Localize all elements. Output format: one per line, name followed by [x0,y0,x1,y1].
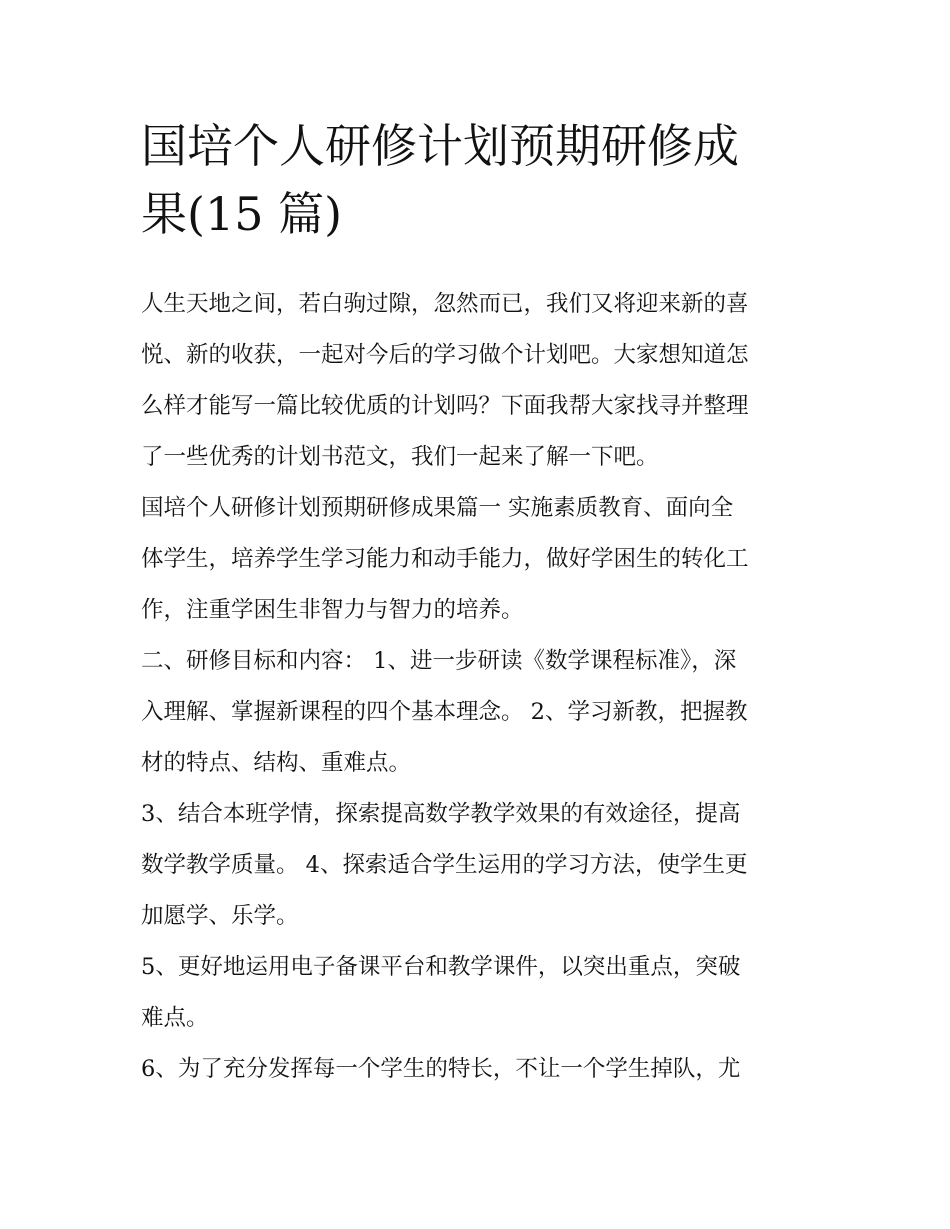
text-line: 体学生，培养学生学习能力和动手能力，做好学困生的转化工 [141,546,749,572]
paragraph-item-3 [141,789,821,942]
text-line: 作，注重学困生非智力与智力的培养。 [141,597,524,623]
text-line: 么样才能写一篇比较优质的计划吗？下面我帮大家找寻并整理 [141,393,749,419]
document-title [141,112,821,248]
title-line: 国培个人研修计划预期研修成 [141,119,739,173]
paragraph-item-5 [141,942,821,1044]
document-body [141,279,821,1095]
text-line: 材的特点、结构、重难点。 [141,750,412,776]
text-line: 二、研修目标和内容： 1、进一步研读《数学课程标准》，深 [141,648,737,674]
text-line: 难点。 [141,1005,209,1031]
text-line: 数学教学质量。 4、探索适合学生运用的学习方法，使学生更 [141,852,748,878]
text-line: 人生天地之间，若白驹过隙，忽然而已，我们又将迎来新的喜 [141,291,749,317]
text-line: 6、为了充分发挥每一个学生的特长，不让一个学生掉队，尤 [141,1056,741,1082]
text-line: 了一些优秀的计划书范文，我们一起来了解一下吧。 [141,444,659,470]
text-line: 入理解、掌握新课程的四个基本理念。 2、学习新教，把握教 [141,699,748,725]
text-line: 悦、新的收获，一起对今后的学习做个计划吧。大家想知道怎 [141,342,749,368]
text-line: 3、结合本班学情，探索提高数学教学效果的有效途径，提高 [141,801,741,827]
paragraph-item-6 [141,1044,821,1095]
title-line: 果(15 篇) [141,187,343,241]
paragraph-intro [141,279,821,483]
text-line: 国培个人研修计划预期研修成果篇一 实施素质教育、面向全 [141,495,734,521]
text-line: 加愿学、乐学。 [141,903,299,929]
paragraph-section-one [141,483,821,636]
paragraph-goals [141,636,821,789]
text-line: 5、更好地运用电子备课平台和教学课件，以突出重点，突破 [141,954,741,980]
